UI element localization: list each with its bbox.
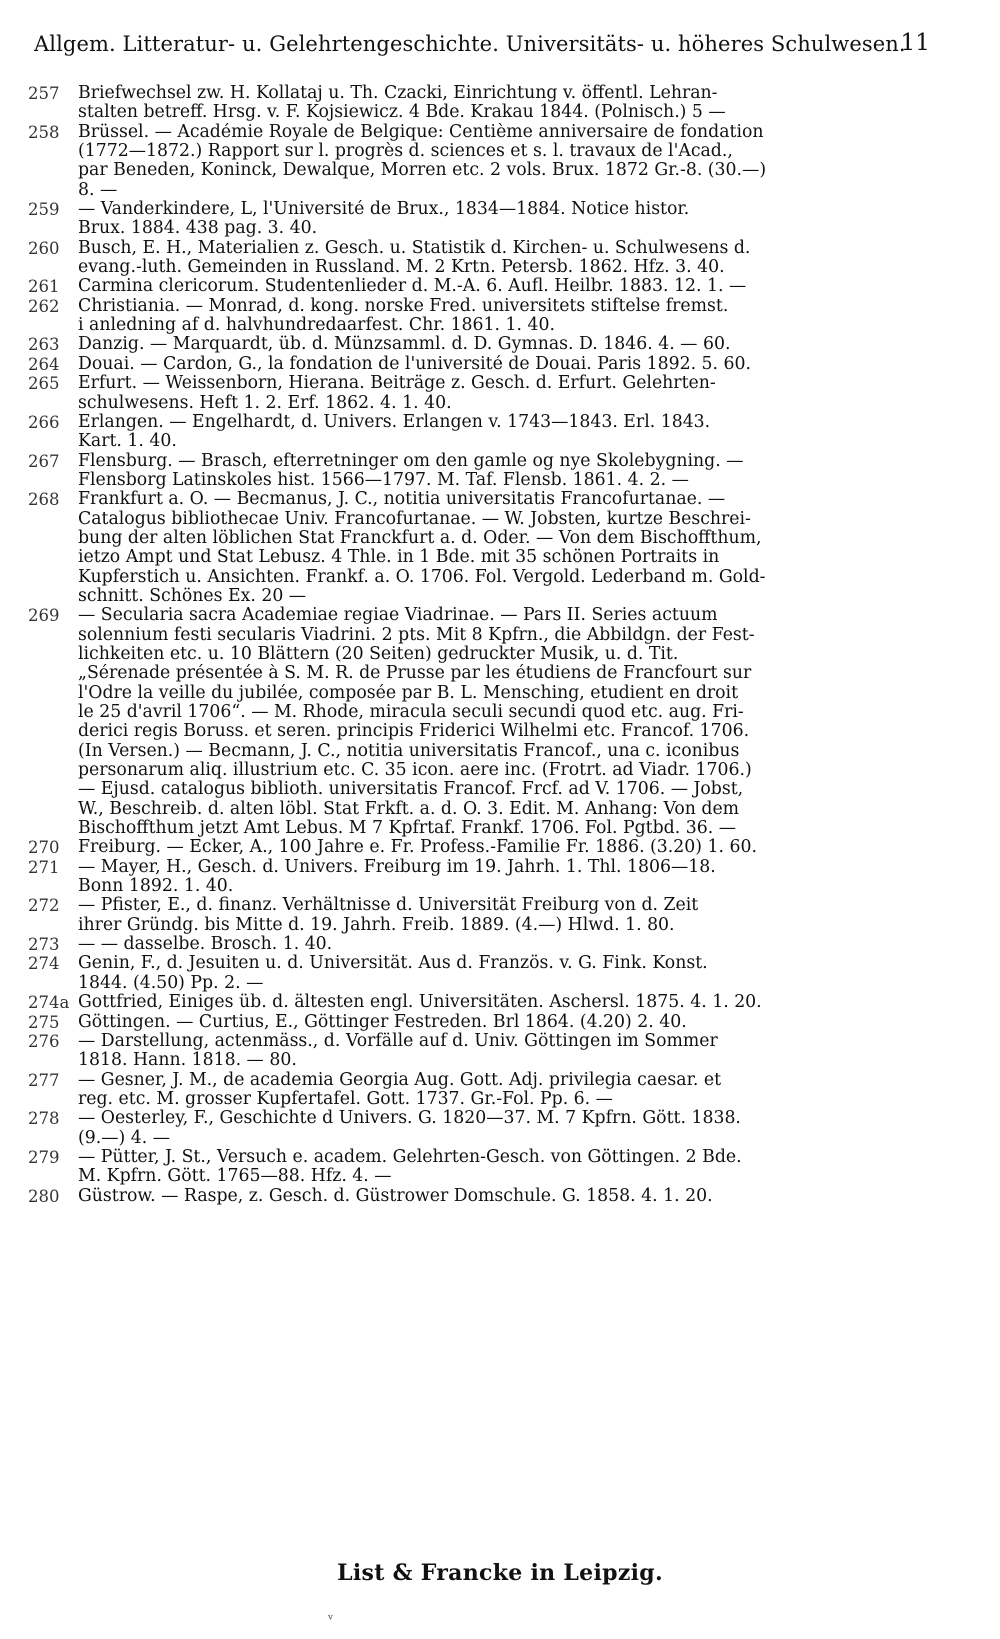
entry-line — [28, 626, 930, 645]
entry-number: 259 — [28, 200, 60, 220]
entry-text: Kart. 1. 40. — [78, 432, 177, 452]
entry-text: (9.—) 4. — — [78, 1128, 171, 1148]
entry-line — [28, 761, 930, 780]
entry-number: 263 — [28, 335, 60, 355]
entry-text: Frankfurt a. O. — Becmanus, J. C., notitia universitatis Francofurtanae. — — [78, 490, 726, 510]
entry-line — [28, 316, 930, 335]
running-header — [28, 30, 928, 64]
entry-line — [28, 181, 930, 200]
entry-line — [28, 103, 930, 122]
catalog-entry — [28, 1109, 930, 1148]
entry-number: 272 — [28, 896, 60, 916]
entry-number: 275 — [28, 1012, 60, 1032]
entry-text: Brüssel. — Académie Royale de Belgique: Centième anniversaire de fondation — [78, 122, 764, 142]
entry-line — [28, 703, 930, 722]
entry-number: 265 — [28, 374, 60, 394]
catalog-entry — [28, 935, 930, 954]
entry-number: 268 — [28, 490, 60, 510]
entry-line — [28, 490, 930, 509]
entry-text: Göttingen. — Curtius, E., Göttinger Festreden. Brl 1864. (4.20) 2. 40. — [78, 1012, 687, 1032]
entry-text: Carmina clericorum. Studentenlieder d. M.-A. 6. Aufl. Heilbr. 1883. 12. 1. — — [78, 277, 747, 297]
entry-number: 274a — [28, 993, 70, 1013]
entry-line — [28, 780, 930, 799]
entry-text: Bischoffthum jetzt Amt Lebus. M 7 Kpfrtaf. Frankf. 1706. Fol. Pgtbd. 36. — — [78, 819, 736, 839]
catalog-entry — [28, 84, 930, 123]
entry-text: derici regis Boruss. et seren. principis Friderici Wilhelmi etc. Francof. 1706. — [78, 722, 750, 742]
entry-text: Danzig. — Marquardt, üb. d. Münzsamml. d. D. Gymnas. D. 1846. 4. — 60. — [78, 335, 731, 355]
catalog-entry — [28, 490, 930, 606]
entry-line — [28, 432, 930, 451]
entry-text: 1818. Hann. 1818. — 80. — [78, 1051, 297, 1071]
entry-line — [28, 858, 930, 877]
entry-number: 266 — [28, 412, 60, 432]
entry-line — [28, 993, 930, 1012]
catalog-entry — [28, 200, 930, 239]
entry-line — [28, 1187, 930, 1206]
catalog-entry — [28, 335, 930, 354]
entry-text: Douai. — Cardon, G., la fondation de l'université de Douai. Paris 1892. 5. 60. — [78, 354, 752, 374]
entry-text: solennium festi secularis Viadrini. 2 pts. Mit 8 Kpfrn., die Abbildgn. der Fest- — [78, 625, 755, 645]
entry-line — [28, 896, 930, 915]
entry-text: „Sérenade présentée à S. M. R. de Prusse par les étudiens de Francfourt sur — [78, 664, 752, 684]
entry-text: (1772—1872.) Rapport sur l. progrès d. sciences et s. l. travaux de l'Acad., — [78, 142, 733, 162]
catalog-entry — [28, 413, 930, 452]
entry-line — [28, 568, 930, 587]
entry-number: 269 — [28, 606, 60, 626]
entry-text: i anledning af d. halvhundredaarfest. Chr. 1861. 1. 40. — [78, 316, 555, 336]
entry-text: le 25 d'avril 1706“. — M. Rhode, miracula seculi secundi quod etc. aug. Fri- — [78, 703, 744, 722]
catalog-entries — [28, 84, 930, 1206]
entry-text: stalten betreff. Hrsg. v. F. Kojsiewicz. 4 Bde. Krakau 1844. (Polnisch.) 5 — — [78, 103, 726, 123]
catalog-entry — [28, 123, 930, 200]
entry-text: Gottfried, Einiges üb. d. ältesten engl. Universitäten. Aschersl. 1875. 4. 1. 20. — [78, 993, 762, 1013]
entry-line — [28, 123, 930, 142]
entry-line — [28, 161, 930, 180]
entry-line — [28, 684, 930, 703]
entry-number: 273 — [28, 935, 60, 955]
entry-text: Catalogus bibliothecae Univ. Francofurtanae. — W. Jobsten, kurtze Beschrei- — [78, 509, 751, 529]
entry-line — [28, 258, 930, 277]
entry-line — [28, 335, 930, 354]
catalog-entry — [28, 1013, 930, 1032]
entry-text: — Ejusd. catalogus biblioth. universitatis Francof. Frcf. ad V. 1706. — Jobst, — [78, 780, 744, 800]
entry-line — [28, 1148, 930, 1167]
entry-text: Erlangen. — Engelhardt, d. Univers. Erlangen v. 1743—1843. Erl. 1843. — [78, 412, 711, 432]
entry-text: 8. — — [78, 180, 118, 200]
entry-line — [28, 239, 930, 258]
entry-line — [28, 606, 930, 625]
entry-text: Bonn 1892. 1. 40. — [78, 877, 234, 897]
entry-text: — Secularia sacra Academiae regiae Viadrinae. — Pars II. Series actuum — [78, 606, 718, 626]
catalog-entry — [28, 1187, 930, 1206]
catalog-entry — [28, 838, 930, 857]
entry-text: lichkeiten etc. u. 10 Blättern (20 Seiten) gedruckter Musik, u. d. Tit. — [78, 644, 679, 664]
entry-line — [28, 510, 930, 529]
entry-line — [28, 394, 930, 413]
entry-text: Flensburg. — Brasch, efterretninger om den gamle og nye Skolebygning. — — [78, 451, 744, 471]
entry-line — [28, 297, 930, 316]
entry-number: 267 — [28, 451, 60, 471]
entry-number: 277 — [28, 1070, 60, 1090]
entry-line — [28, 974, 930, 993]
entry-line — [28, 1071, 930, 1090]
entry-text: Busch, E. H., Materialien z. Gesch. u. Statistik d. Kirchen- u. Schulwesens d. — [78, 238, 751, 258]
entry-text: ihrer Gründg. bis Mitte d. 19. Jahrh. Freib. 1889. (4.—) Hlwd. 1. 80. — [78, 915, 675, 935]
catalog-entry — [28, 297, 930, 336]
catalog-entry — [28, 954, 930, 993]
catalog-entry — [28, 896, 930, 935]
entry-text: schulwesens. Heft 1. 2. Erf. 1862. 4. 1. 40. — [78, 393, 452, 413]
catalog-entry — [28, 606, 930, 838]
entry-line — [28, 954, 930, 973]
entry-number: 278 — [28, 1109, 60, 1129]
entry-line — [28, 471, 930, 490]
entry-text: Kupferstich u. Ansichten. Frankf. a. O. 1706. Fol. Vergold. Lederband m. Gold- — [78, 567, 766, 587]
catalog-entry — [28, 277, 930, 296]
entry-line — [28, 587, 930, 606]
entry-text: Güstrow. — Raspe, z. Gesch. d. Güstrower Domschule. G. 1858. 4. 1. 20. — [78, 1186, 713, 1206]
entry-text: W., Beschreib. d. alten löbl. Stat Frkft. a. d. O. 3. Edit. M. Anhang: Von dem — [78, 799, 740, 819]
entry-line — [28, 1129, 930, 1148]
catalog-entry — [28, 1071, 930, 1110]
entry-number: 260 — [28, 238, 60, 258]
entry-line — [28, 1090, 930, 1109]
entry-text: reg. etc. M. grosser Kupfertafel. Gott. 1737. Gr.-Fol. Pp. 6. — — [78, 1089, 613, 1109]
entry-text: evang.-luth. Gemeinden in Russland. M. 2 Krtn. Petersb. 1862. Hfz. 3. 40. — [78, 258, 725, 278]
entry-text: schnitt. Schönes Ex. 20 — — [78, 586, 307, 606]
catalog-entry — [28, 1032, 930, 1071]
entry-line — [28, 664, 930, 683]
entry-text: Brux. 1884. 438 pag. 3. 40. — [78, 219, 318, 239]
entry-line — [28, 645, 930, 664]
entry-line — [28, 374, 930, 393]
catalog-entry — [28, 1148, 930, 1187]
entry-line — [28, 452, 930, 471]
entry-text: — Pütter, J. St., Versuch e. academ. Gelehrten-Gesch. von Göttingen. 2 Bde. — [78, 1147, 742, 1167]
publisher-footer: List & Francke in Leipzig. — [337, 1560, 663, 1586]
catalog-entry — [28, 993, 930, 1012]
entry-line — [28, 722, 930, 741]
entry-number: 258 — [28, 122, 60, 142]
entry-text: — Gesner, J. M., de academia Georgia Aug. Gott. Adj. privilegia caesar. et — [78, 1070, 722, 1090]
entry-line — [28, 219, 930, 238]
entry-line — [28, 935, 930, 954]
entry-line — [28, 1167, 930, 1186]
entry-number: 261 — [28, 277, 60, 297]
entry-number: 274 — [28, 954, 60, 974]
entry-number: 257 — [28, 84, 60, 103]
entry-text: Erfurt. — Weissenborn, Hierana. Beiträge z. Gesch. d. Erfurt. Gelehrten- — [78, 374, 716, 394]
entry-line — [28, 916, 930, 935]
entry-number: 280 — [28, 1186, 60, 1206]
entry-line — [28, 838, 930, 857]
entry-text: Flensborg Latinskoles hist. 1566—1797. M. Taf. Flensb. 1861. 4. 2. — — [78, 470, 689, 490]
entry-line — [28, 1109, 930, 1128]
entry-text: — — dasselbe. Brosch. 1. 40. — [78, 935, 333, 955]
header-title: Allgem. Litteratur- u. Gelehrtengeschichte. Universitäts- u. höheres Schulwesen. — [34, 32, 906, 56]
entry-text: par Beneden, Koninck, Dewalque, Morren etc. 2 vols. Brux. 1872 Gr.-8. (30.—) — [78, 161, 767, 181]
entry-text: Genin, F., d. Jesuiten u. d. Universität. Aus d. Französ. v. G. Fink. Konst. — [78, 954, 708, 974]
entry-line — [28, 529, 930, 548]
entry-text: Briefwechsel zw. H. Kollataj u. Th. Czacki, Einrichtung v. öffentl. Lehran- — [78, 84, 718, 103]
entry-line — [28, 819, 930, 838]
page-number: 11 — [900, 30, 930, 56]
entry-line — [28, 877, 930, 896]
entry-line — [28, 1032, 930, 1051]
entry-line — [28, 413, 930, 432]
catalog-entry — [28, 355, 930, 374]
entry-line — [28, 200, 930, 219]
entry-number: 262 — [28, 296, 60, 316]
entry-line — [28, 1051, 930, 1070]
entry-text: personarum aliq. illustrium etc. C. 35 icon. aere inc. (Frotrt. ad Viadr. 1706.) — [78, 761, 752, 781]
entry-line — [28, 1013, 930, 1032]
catalog-entry — [28, 239, 930, 278]
entry-line — [28, 277, 930, 296]
entry-line — [28, 142, 930, 161]
entry-line — [28, 84, 930, 103]
printer-mark: ᵛ — [328, 1612, 334, 1628]
entry-text: — Pfister, E., d. finanz. Verhältnisse d. Universität Freiburg von d. Zeit — [78, 896, 699, 916]
entry-text: (In Versen.) — Becmann, J. C., notitia universitatis Francof., una c. iconibus — [78, 741, 740, 761]
entry-text: Freiburg. — Ecker, A., 100 Jahre e. Fr. Profess.-Familie Fr. 1886. (3.20) 1. 60. — [78, 838, 757, 858]
entry-text: l'Odre la veille du jubilée, composée par B. L. Mensching, etudient en droit — [78, 683, 739, 703]
entry-text: M. Kpfrn. Gött. 1765—88. Hfz. 4. — — [78, 1167, 392, 1187]
catalog-entry — [28, 858, 930, 897]
entry-line — [28, 548, 930, 567]
entry-number: 276 — [28, 1031, 60, 1051]
entry-line — [28, 742, 930, 761]
entry-line — [28, 800, 930, 819]
entry-number: 270 — [28, 838, 60, 858]
entry-text: — Oesterley, F., Geschichte d Univers. G. 1820—37. M. 7 Kpfrn. Gött. 1838. — [78, 1109, 741, 1129]
entry-text: 1844. (4.50) Pp. 2. — — [78, 973, 264, 993]
catalog-entry — [28, 374, 930, 413]
entry-line — [28, 355, 930, 374]
entry-number: 271 — [28, 857, 60, 877]
entry-text: — Darstellung, actenmäss., d. Vorfälle auf d. Univ. Göttingen im Sommer — [78, 1031, 718, 1051]
entry-text: bung der alten löblichen Stat Franckfurt a. d. Oder. — Von dem Bischoffthum, — [78, 528, 762, 548]
entry-number: 279 — [28, 1147, 60, 1167]
entry-text: — Vanderkindere, L, l'Université de Brux., 1834—1884. Notice histor. — [78, 200, 690, 220]
entry-text: — Mayer, H., Gesch. d. Univers. Freiburg im 19. Jahrh. 1. Thl. 1806—18. — [78, 857, 716, 877]
entry-text: Christiania. — Monrad, d. kong. norske Fred. universitets stiftelse fremst. — [78, 296, 729, 316]
entry-number: 264 — [28, 354, 60, 374]
entry-text: ietzo Ampt und Stat Lebusz. 4 Thle. in 1 Bde. mit 35 schönen Portraits in — [78, 548, 720, 568]
catalog-entry — [28, 452, 930, 491]
